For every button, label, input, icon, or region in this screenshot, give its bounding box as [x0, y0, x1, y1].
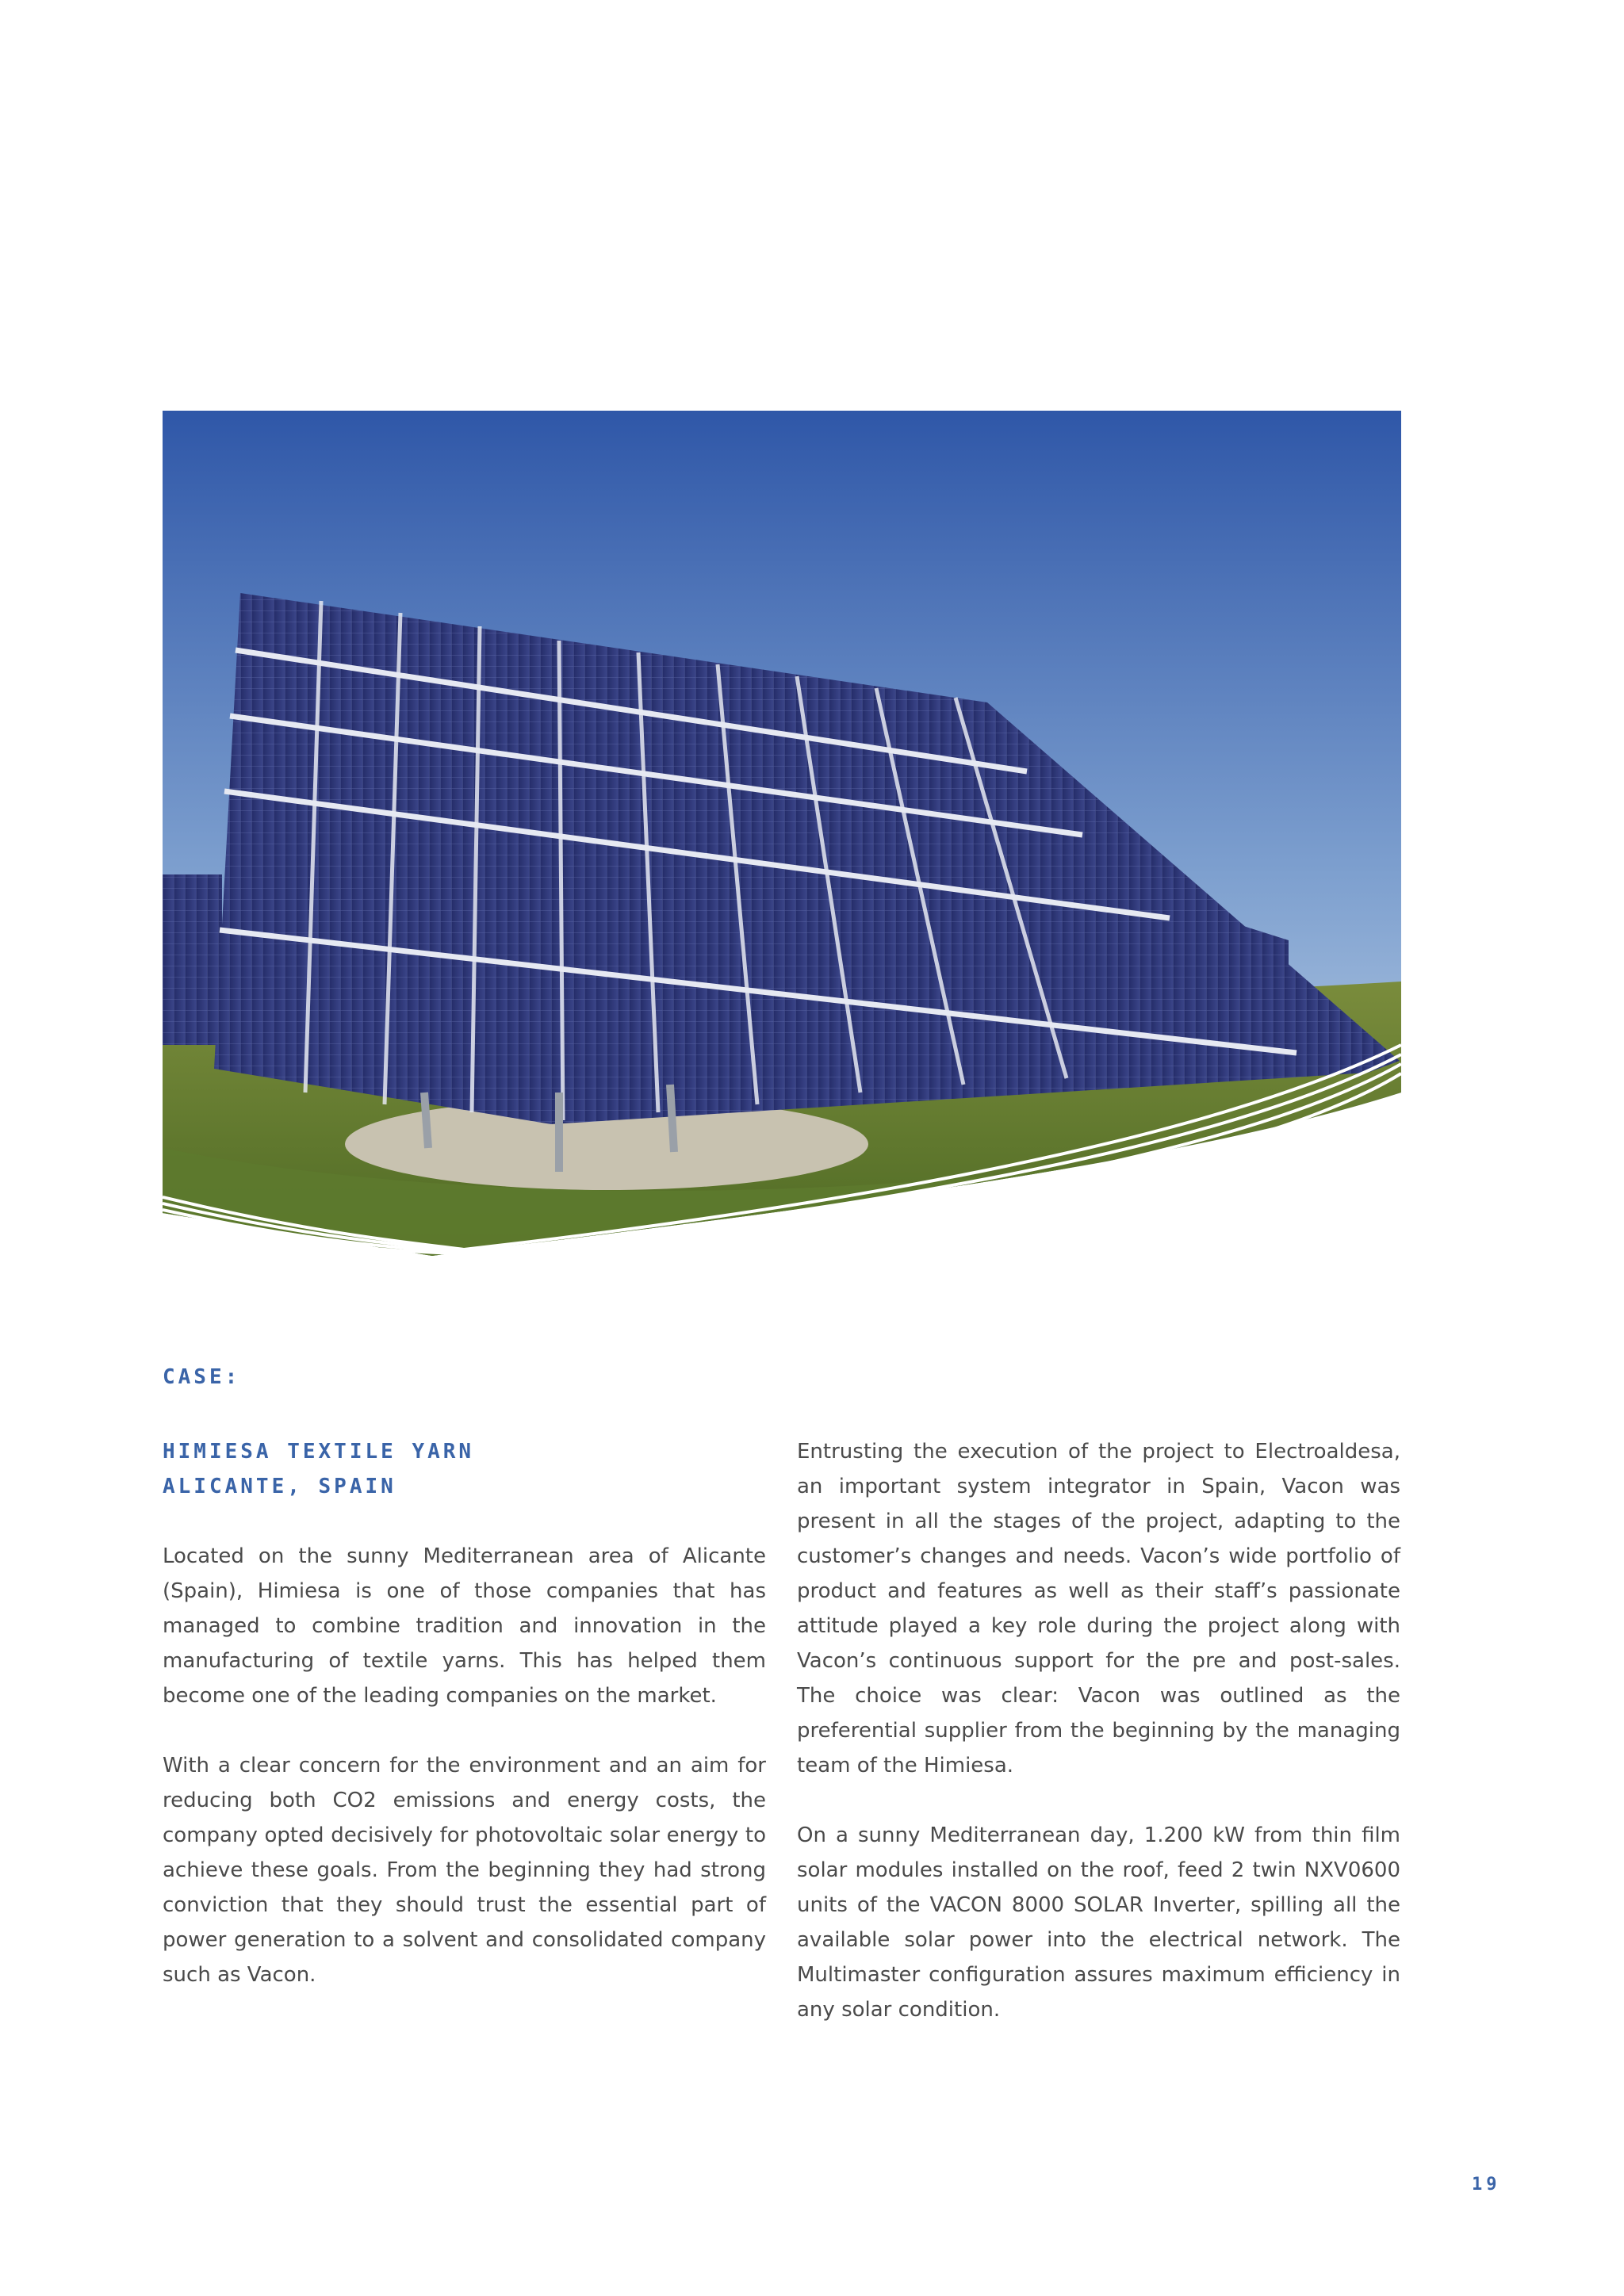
paragraph: On a sunny Mediterranean day, 1.200 kW from thin film solar modules installed on the roof, feed 2 twin NXV0600 units of the VACON 8000 SOLAR Inverter, spilling all the available solar power into the electrical network. The Multimaster configuration assures maximum efficiency in any solar condition. — [797, 1823, 1400, 2022]
right-column — [797, 1434, 1400, 2027]
paragraph: Entrusting the execution of the project to Electroaldesa, an important system integrator in Spain, Vacon was present in all the stages of the project, adapting to the customer’s changes and needs. Vacon’s wide portfolio of product and features as well as their staff’s passionate attitude played a key role during the project along with Vacon’s continuous support for the pre and post-sales. The choice was clear: Vacon was outlined as the preferential supplier from the beginning by the managing team of the Himiesa. — [797, 1440, 1400, 1777]
left-column — [163, 1539, 766, 1992]
heading-company: HIMIESA TEXTILE YARN — [163, 1440, 475, 1464]
heading-location: ALICANTE, SPAIN — [163, 1475, 396, 1498]
solar-panels-photo — [163, 411, 1401, 1256]
page-number: 19 — [1472, 2175, 1501, 2195]
paragraph: With a clear concern for the environment and an aim for reducing both CO2 emissions and energy costs, the company opted decisively for photovoltaic solar energy to achieve these goals. From the beginning they had strong conviction that they should trust the essential part of power generation to a solvent and consolidated company such as Vacon. — [163, 1754, 766, 1987]
case-heading — [163, 1434, 765, 1504]
paragraph: Located on the sunny Mediterranean area of Alicante (Spain), Himiesa is one of those companies that has managed to combine tradition and innovation in the manufacturing of textile yarns. This has helped them become one of the leading companies on the market. — [163, 1544, 766, 1708]
case-label: CASE: — [163, 1365, 241, 1389]
